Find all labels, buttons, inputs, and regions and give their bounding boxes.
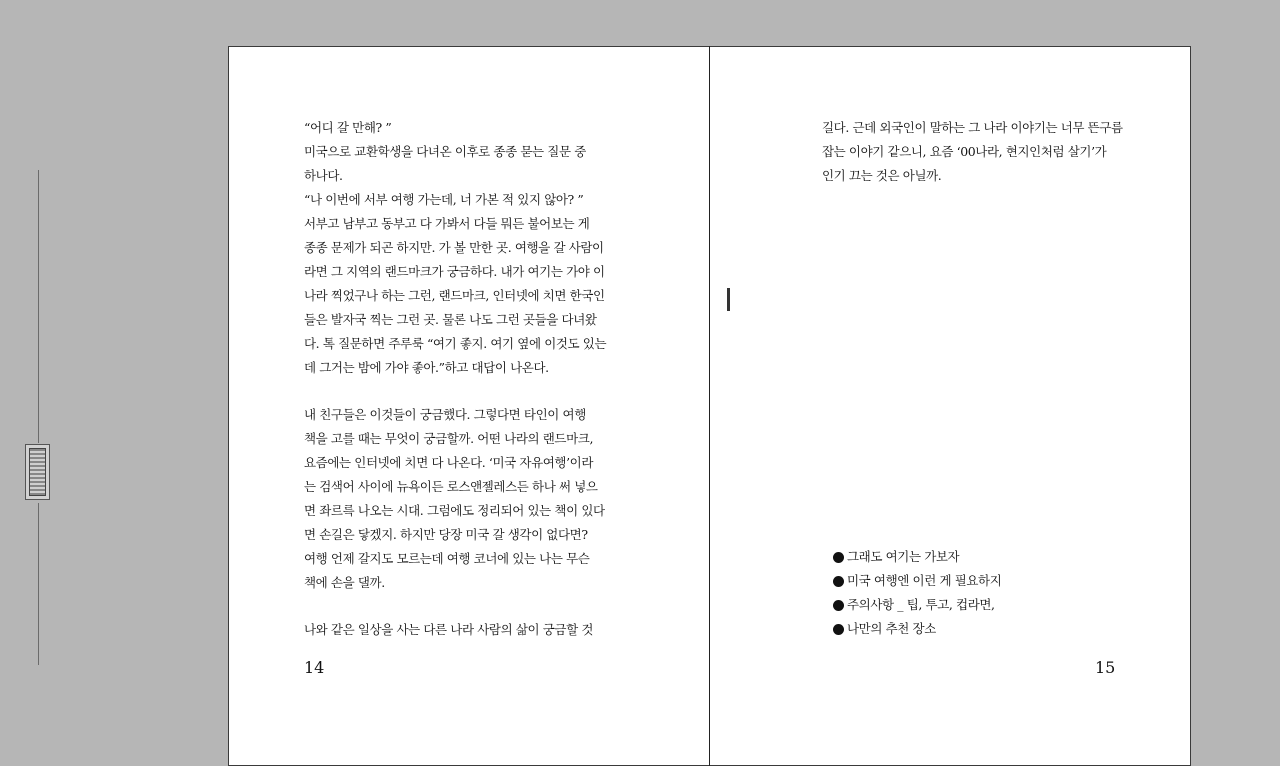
bullet-text: 미국 여행엔 이런 게 필요하지 bbox=[847, 573, 1002, 588]
text-line: “나 이번에 서부 여행 가는데, 너 가본 적 있지 않아? ” bbox=[304, 192, 584, 207]
text-line: 나라 찍었구나 하는 그런, 랜드마크, 인터넷에 치면 한국인 bbox=[304, 288, 605, 303]
paragraph-gap bbox=[304, 595, 602, 618]
text-line: 책을 고를 때는 무엇이 궁금할까. 어떤 나라의 랜드마크, bbox=[304, 431, 594, 446]
bullet-item bbox=[833, 617, 1001, 641]
bullet-icon bbox=[833, 624, 844, 635]
text-line: 나와 같은 일상을 사는 다른 나라 사람의 삶이 궁금할 것 bbox=[304, 622, 594, 637]
text-line: 책에 손을 댈까. bbox=[304, 575, 385, 590]
bullet-icon bbox=[833, 576, 844, 587]
ruler-handle[interactable] bbox=[25, 444, 50, 500]
text-line: 하나다. bbox=[304, 168, 343, 183]
bullet-icon bbox=[833, 600, 844, 611]
page-spine bbox=[709, 46, 710, 766]
bullet-item bbox=[833, 545, 1001, 569]
right-page-body bbox=[822, 116, 1123, 188]
text-line: 서부고 남부고 동부고 다 가봐서 다들 뭐든 불어보는 게 bbox=[304, 216, 590, 231]
bullet-list bbox=[833, 545, 1001, 641]
text-line: 여행 언제 갈지도 모르는데 여행 코너에 있는 나는 무슨 bbox=[304, 551, 590, 566]
bullet-text: 그래도 여기는 가보자 bbox=[847, 549, 960, 564]
page-number-right: 15 bbox=[1095, 658, 1116, 677]
text-line: 미국으로 교환학생을 다녀온 이후로 종종 묻는 질문 중 bbox=[304, 144, 586, 159]
text-line: 인기 끄는 것은 아닐까. bbox=[822, 168, 942, 183]
text-cursor bbox=[727, 288, 730, 311]
text-line: 내 친구들은 이것들이 궁금했다. 그렇다면 타인이 여행 bbox=[304, 407, 586, 422]
text-line: 길다. 근데 외국인이 말하는 그 나라 이야기는 너무 뜬구름 bbox=[822, 120, 1123, 135]
left-page-body bbox=[304, 116, 607, 642]
text-line: 라면 그 지역의 랜드마크가 궁금하다. 내가 여기는 가야 이 bbox=[304, 264, 605, 279]
bullet-text: 주의사항 _ 팁, 투고, 컵라면, bbox=[847, 597, 995, 612]
ruler-track-top bbox=[38, 170, 39, 443]
ruler-track-bottom bbox=[38, 503, 39, 665]
bullet-item bbox=[833, 593, 1001, 617]
text-line: 종종 문제가 되곤 하지만. 가 볼 만한 곳. 여행을 갈 사람이 bbox=[304, 240, 604, 255]
text-line: 요즘에는 인터넷에 치면 다 나온다. ‘미국 자유여행’이라 bbox=[304, 455, 594, 470]
bullet-icon bbox=[833, 552, 844, 563]
paragraph-gap bbox=[304, 380, 602, 403]
text-line: 면 좌르륵 나오는 시대. 그럼에도 정리되어 있는 책이 있다 bbox=[304, 503, 605, 518]
page-number-left: 14 bbox=[304, 658, 325, 677]
text-line: 들은 발자국 찍는 그런 곳. 물론 나도 그런 곳들을 다녀왔 bbox=[304, 312, 597, 327]
text-line: 잡는 이야기 같으니, 요즘 ‘00나라, 현지인처럼 살기’가 bbox=[822, 144, 1107, 159]
text-line: 다. 톡 질문하면 주루룩 “여기 좋지. 여기 옆에 이것도 있는 bbox=[304, 336, 607, 351]
text-line: 면 손길은 닿겠지. 하지만 당장 미국 갈 생각이 없다면? bbox=[304, 527, 588, 542]
text-line: 는 검색어 사이에 뉴욕이든 로스앤젤레스든 하나 써 넣으 bbox=[304, 479, 598, 494]
text-line: “어디 갈 만해? ” bbox=[304, 120, 392, 135]
ruler-grip-icon bbox=[29, 448, 46, 496]
text-line: 데 그거는 밤에 가야 좋아.”하고 대답이 나온다. bbox=[304, 360, 549, 375]
bullet-item bbox=[833, 569, 1001, 593]
bullet-text: 나만의 추천 장소 bbox=[847, 621, 936, 636]
